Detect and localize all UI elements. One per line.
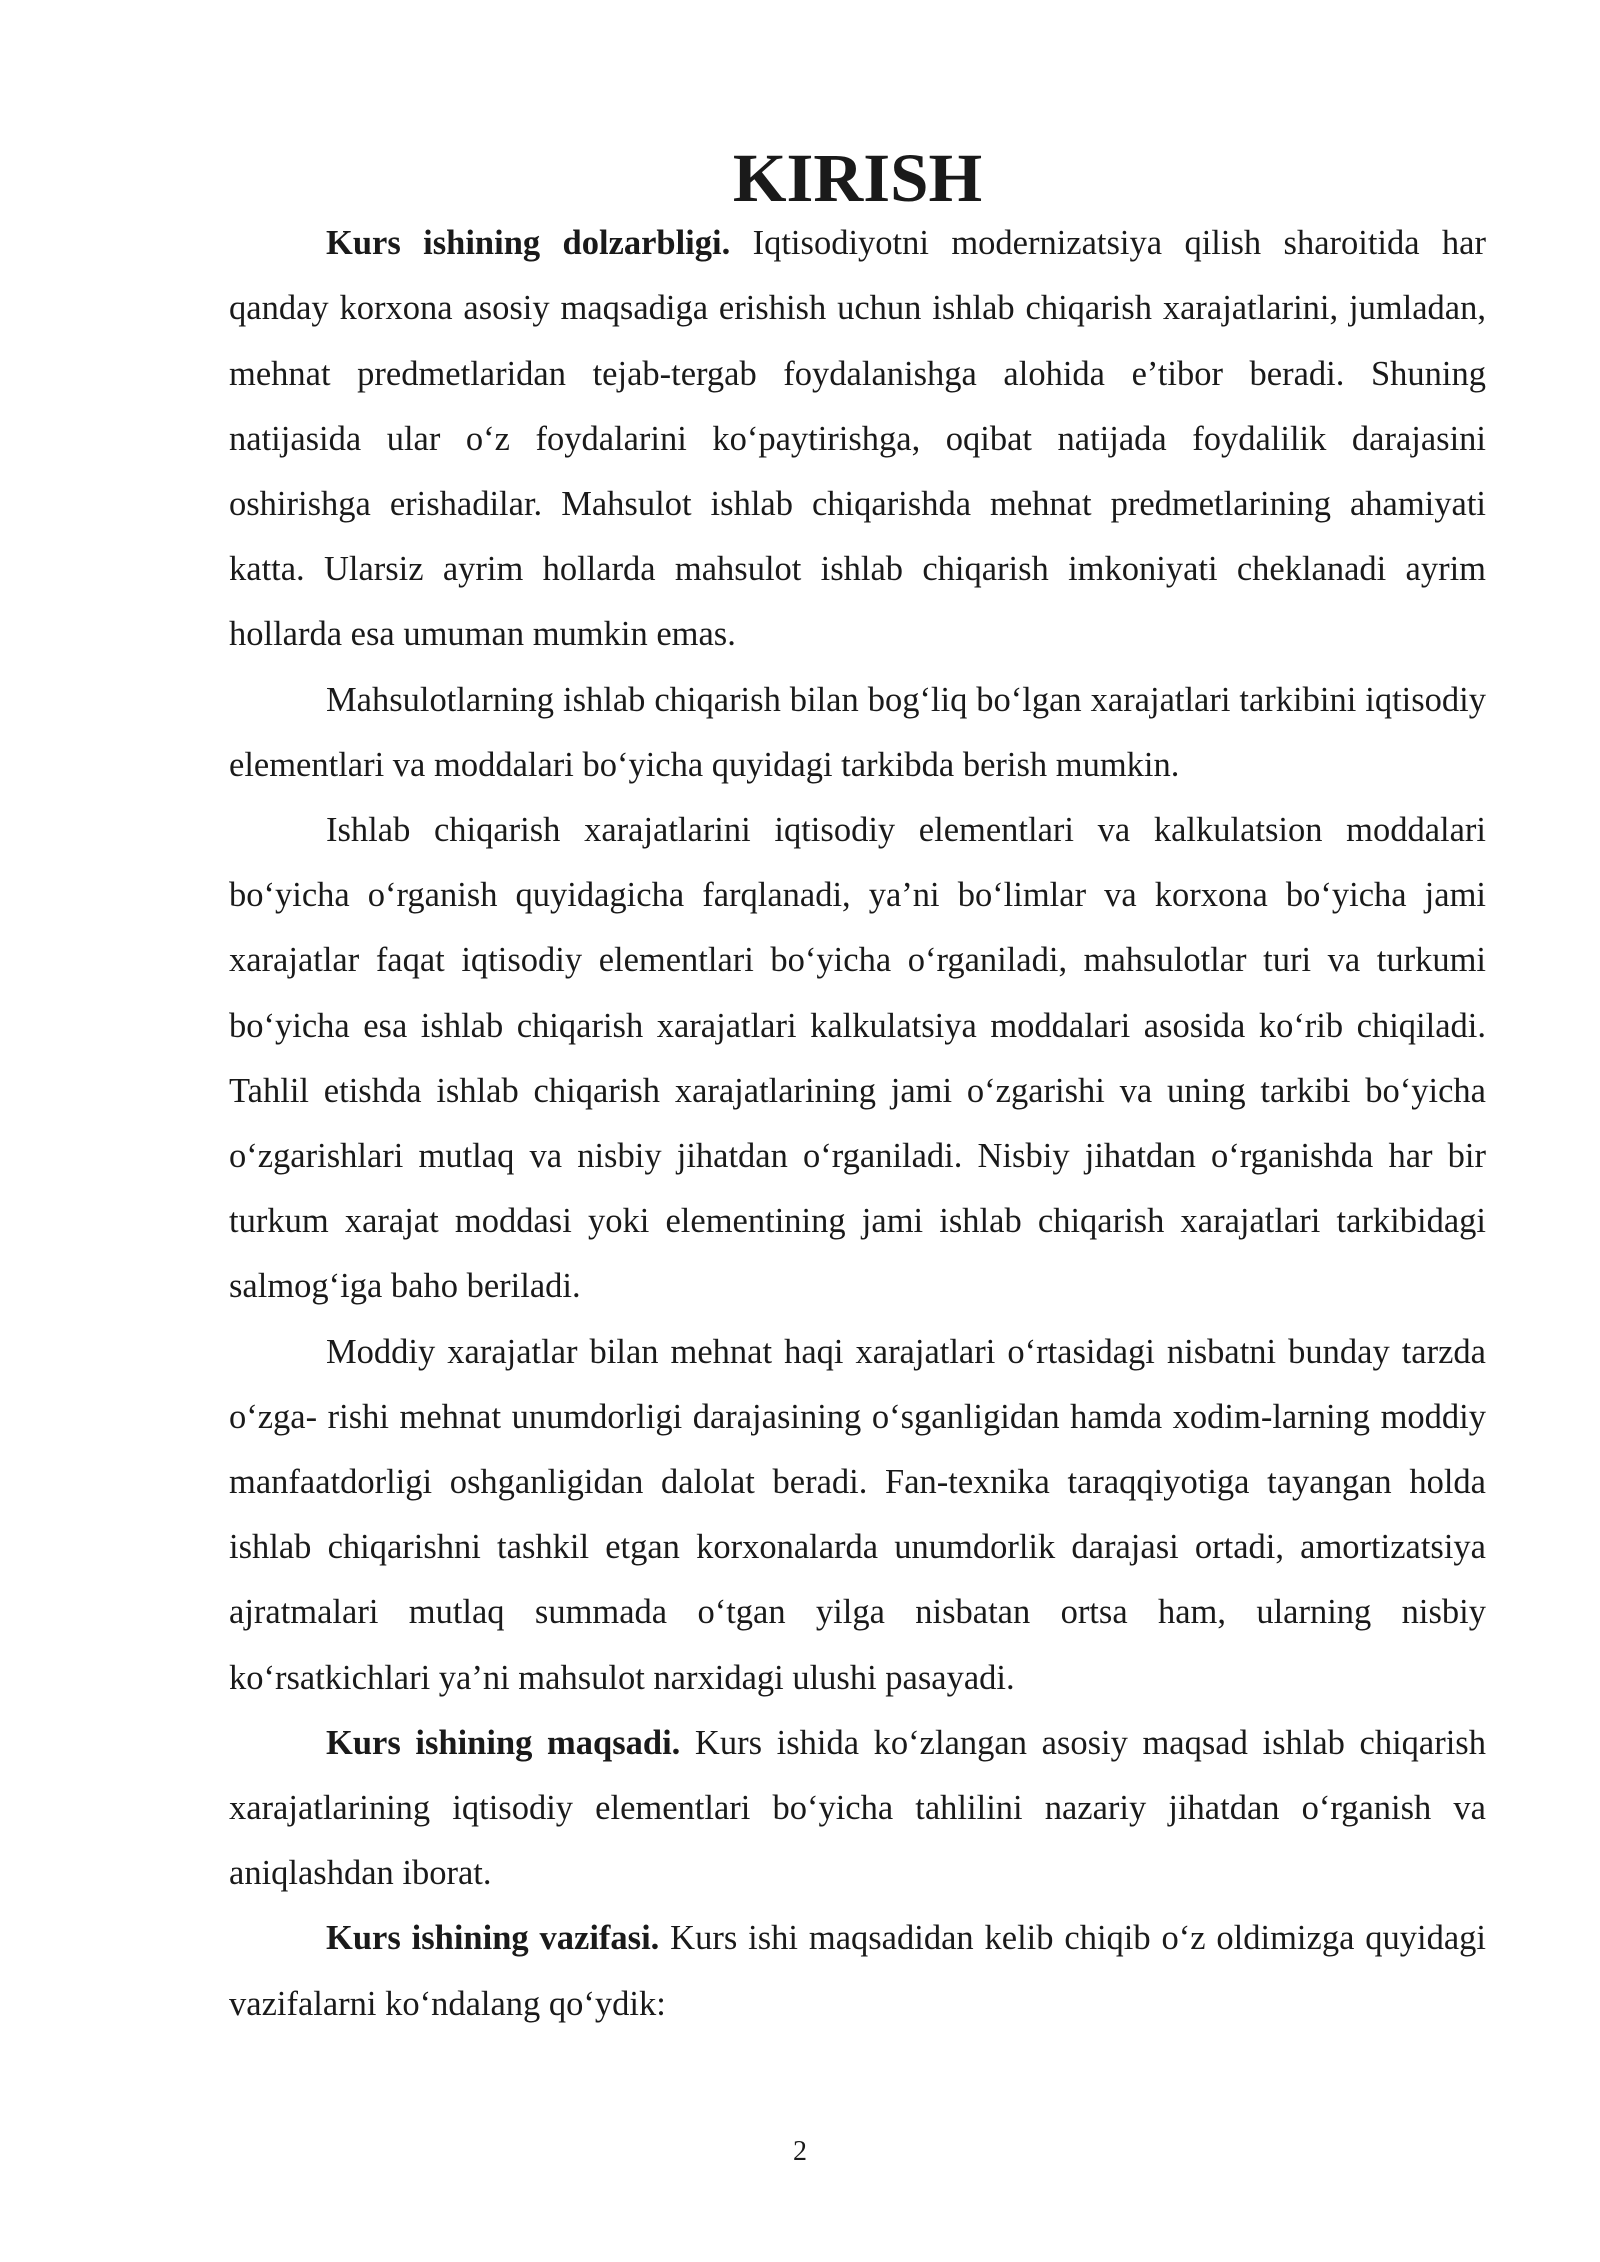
- page-number: 2: [793, 2136, 807, 2167]
- page-content: [229, 140, 1486, 2037]
- paragraph-text: Iqtisodiyotni modernizatsiya qilish sharoitida har qanday korxona asosiy maqsadiga erishish uchun ishlab chiqarish xarajatlarini, jumladan, mehnat predmetlaridan tejab-tergab foydalanishga alohida e’tibor beradi. Shuning natijasida ular o‘z foydalarini ko‘paytirishga, oqibat natijada foydalilik darajasini oshirishga erishadilar. Mahsulot ishlab chiqarishda mehnat predmetlarining ahamiyati katta. Ularsiz ayrim hollarda mahsulot ishlab chiqarish imkoniyati cheklanadi ayrim hollarda esa umuman mumkin emas.: [229, 224, 1486, 654]
- paragraph-text: Mahsulotlarning ishlab chiqarish bilan bog‘liq bo‘lgan xarajatlari tarkibini iqtisodiy elementlari va moddalari bo‘yicha quyidagi tarkibda berish mumkin.: [229, 680, 1486, 784]
- paragraph-cost-structure: [229, 668, 1486, 798]
- paragraph-cost-analysis: [229, 798, 1486, 1320]
- paragraph-lead: Kurs ishining dolzarbligi.: [326, 224, 731, 263]
- paragraph-text: Kurs ishida ko‘zlangan asosiy maqsad ishlab chiqarish xarajatlarining iqtisodiy elementlari bo‘yicha tahlilini nazariy jihatdan o‘rganish va aniqlashdan iborat.: [229, 1723, 1486, 1893]
- paragraph-relevance: [229, 211, 1486, 667]
- section-title: KIRISH: [732, 140, 983, 216]
- paragraph-goal: [229, 1711, 1486, 1907]
- paragraph-lead: Kurs ishining maqsadi.: [326, 1723, 681, 1762]
- paragraph-tasks: [229, 1906, 1486, 2036]
- paragraph-text: Kurs ishi maqsadidan kelib chiqib o‘z oldimizga quyidagi vazifalarni ko‘ndalang qo‘ydik:: [229, 1919, 1486, 2023]
- paragraph-text: Moddiy xarajatlar bilan mehnat haqi xarajatlari o‘rtasidagi nisbatni bunday tarzda o‘zga- rishi mehnat unumdorligi darajasining o‘sganligidan hamda xodim-larning moddiy manfaatdorligi oshganligidan dalolat beradi. Fan-texnika taraqqiyotiga tayangan holda ishlab chiqarishni tashkil etgan korxonalarda unumdorlik darajasi ortadi, amortizatsiya ajratmalari mutlaq summada o‘tgan yilga nisbatan ortsa ham, ularning nisbiy ko‘rsatkichlari ya’ni mahsulot narxidagi ulushi pasayadi.: [229, 1332, 1486, 1697]
- paragraph-lead: Kurs ishining vazifasi.: [326, 1919, 660, 1958]
- paragraph-material-costs: [229, 1320, 1486, 1711]
- paragraph-text: Ishlab chiqarish xarajatlarini iqtisodiy elementlari va kalkulatsion moddalari bo‘yicha o‘rganish quyidagicha farqlanadi, ya’ni bo‘limlar va korxona bo‘yicha jami xarajatlar faqat iqtisodiy elementlari bo‘yicha o‘rganiladi, mahsulotlar turi va turkumi bo‘yicha esa ishlab chiqarish xarajatlari kalkulatsiya moddalari asosida ko‘rib chiqiladi. Tahlil etishda ishlab chiqarish xarajatlarining jami o‘zgarishi va uning tarkibi bo‘yicha o‘zgarishlari mutlaq va nisbiy jihatdan o‘rganiladi. Nisbiy jihatdan o‘rganishda har bir turkum xarajat moddasi yoki elementining jami ishlab chiqarish xarajatlari tarkibidagi salmog‘iga baho beriladi.: [229, 811, 1486, 1306]
